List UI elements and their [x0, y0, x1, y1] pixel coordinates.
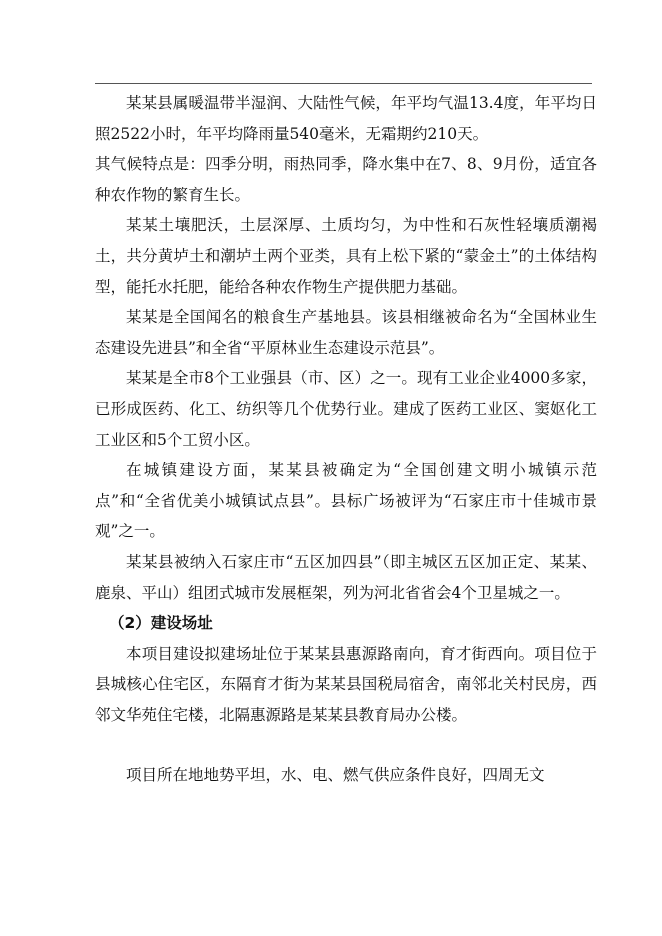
- paragraph-climate: 某某县属暖温带半湿润、大陆性气候，年平均气温13.4度，年平均日照2522小时，年平均降雨量540毫米，无霜期约210天。: [95, 94, 597, 143]
- paragraph-site-conditions: 项目所在地地势平坦，水、电、燃气供应条件良好，四周无文: [126, 766, 545, 785]
- paragraph-climate-features: 其气候特点是：四季分明，雨热同季，降水集中在7、8、9月份，适宜各种农作物的繁育生长。: [95, 155, 597, 204]
- paragraph-soil: 某某土壤肥沃，土层深厚、土质均匀，为中性和石灰性轻壤质潮褐土，共分黄垆土和潮垆土两个亚类，具有上松下紧的“蒙金土”的土体结构型，能托水托肥，能给各种农作物生产提供肥力基础。: [95, 216, 597, 296]
- document-body: [95, 88, 597, 791]
- paragraph-industry: 某某是全市8个工业强县（市、区）之一。现有工业企业4000多家，已形成医药、化工、纺织等几个优势行业。建成了医药工业区、窦妪化工工业区和5个工贸小区。: [95, 369, 597, 449]
- paragraph-spacer: [95, 730, 597, 760]
- paragraph-urban-construction: 在城镇建设方面，某某县被确定为“全国创建文明小城镇示范点”和“全省优美小城镇试点县”。县标广场被评为“石家庄市十佳城市景观”之一。: [95, 461, 597, 541]
- paragraph-site-location: 本项目建设拟建场址位于某某县惠源路南向，育才街西向。项目位于县城核心住宅区，东隔育才街为某某县国税局宿舍，南邻北关村民房，西邻文华苑住宅楼，北隔惠源路是某某县教育局办公楼。: [95, 644, 597, 724]
- paragraph-satellite-city: 某某县被纳入石家庄市“五区加四县”（即主城区五区加正定、某某、鹿泉、平山）组团式城市发展框架，列为河北省省会4个卫星城之一。: [95, 552, 597, 602]
- header-rule: [95, 83, 592, 84]
- section-heading: （2）建设场址: [109, 614, 213, 633]
- paragraph-grain-base: 某某是全国闻名的粮食生产基地县。该县相继被命名为“全国林业生态建设先进县”和全省“平原林业生态建设示范县”。: [95, 308, 597, 357]
